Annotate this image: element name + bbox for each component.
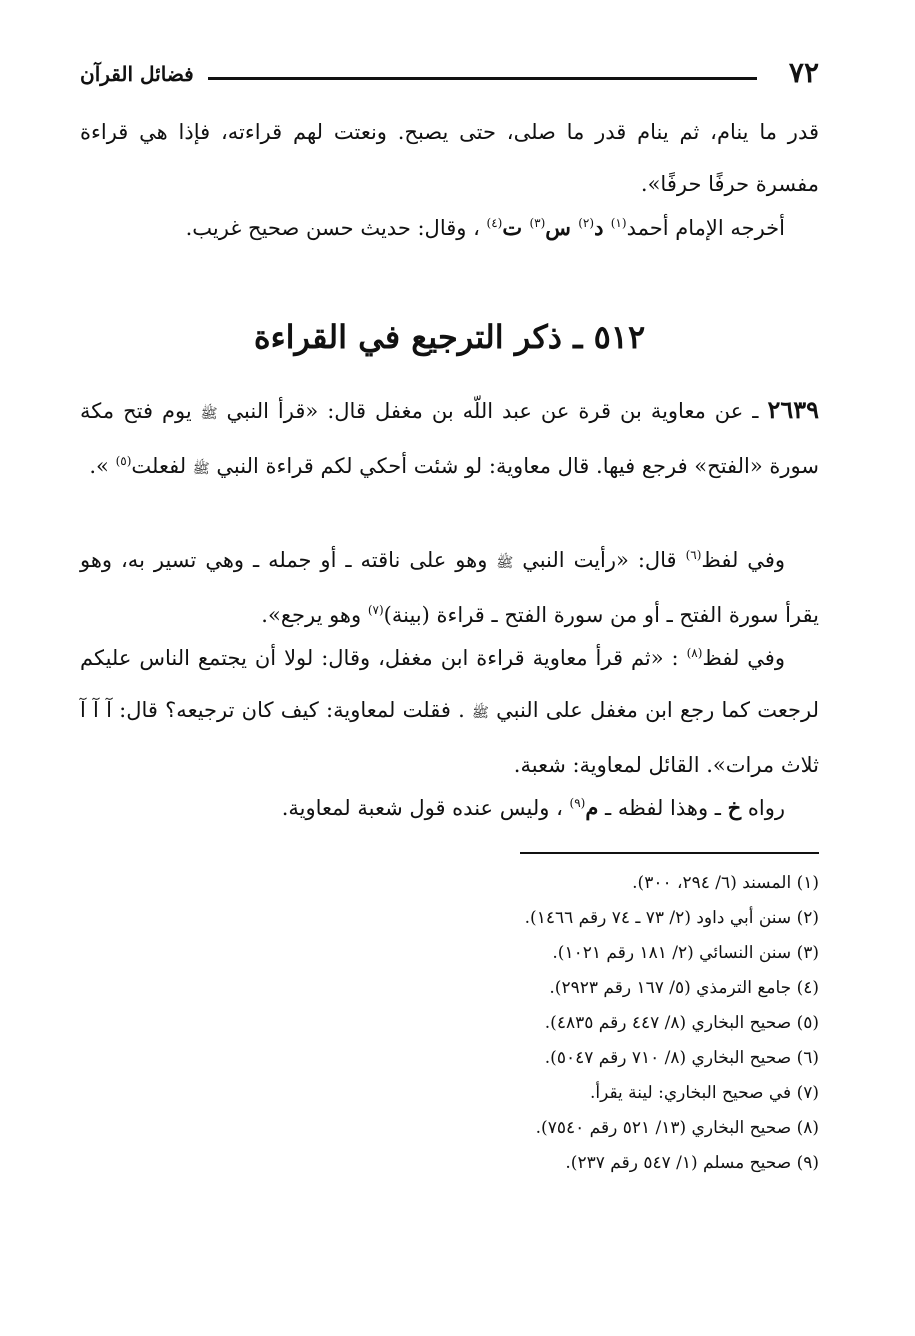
variant-paragraph-2 xyxy=(80,632,819,791)
takhrij-text: ، وقال: حديث حسن صحيح غريب. xyxy=(185,216,487,240)
salla-glyph: ﷺ xyxy=(200,406,218,422)
variant-text: وفي لفظ xyxy=(701,548,785,572)
footnote-ref: (٨) xyxy=(686,646,703,660)
salla-glyph: ﷺ xyxy=(471,705,489,721)
variant-text: وهو على ناقته ـ أو جمله ـ وهي تسير به، وهو يقرأ سورة الفتح ـ أو من سورة الفتح ـ قراءة (بينة) xyxy=(80,548,819,627)
riwaya-abbrev: خ xyxy=(727,795,742,820)
page-number: ٧٢ xyxy=(788,56,819,89)
footnote: (٦) صحيح البخاري (٨/ ٧١٠ رقم ٥٠٤٧). xyxy=(544,1048,819,1068)
takhrij-text: أخرجه الإمام أحمد xyxy=(626,216,785,240)
footnote: (١) المسند (٦/ ٢٩٤، ٣٠٠). xyxy=(632,873,819,893)
hadith-number: ٢٦٣٩ xyxy=(767,395,819,424)
footnote: (٩) صحيح مسلم (١/ ٥٤٧ رقم ٢٣٧). xyxy=(565,1153,819,1173)
footnotes-list xyxy=(80,866,819,1181)
variant-text: : «ثم قرأ معاوية قراءة ابن مغفل، وقال: لولا أن يجتمع الناس عليكم لرجعت كما رجع ابن مغفل على النبي xyxy=(80,646,819,722)
continued-paragraph: قدر ما ينام، ثم ينام قدر ما صلى، حتى يصبح. ونعتت لهم قراءته، فإذا هي قراءة مفسرة حرفًا حرفًا». xyxy=(80,120,819,196)
takhrij-paragraph xyxy=(80,202,819,254)
salla-glyph: ﷺ xyxy=(192,461,210,477)
variant-text: . فقلت لمعاوية: كيف كان ترجيعه؟ قال: آ آ آ ثلاث مرات». القائل لمعاوية: شعبة. xyxy=(80,698,819,777)
footnote-ref: (٧) xyxy=(367,603,384,617)
riwaya-text: ـ وهذا لفظه ـ xyxy=(598,796,728,820)
footnote-ref: (٣) xyxy=(529,216,546,230)
salla-glyph: ﷺ xyxy=(496,555,514,571)
takhrij-abbrev: س xyxy=(545,215,579,240)
book-title: فضائل القرآن xyxy=(80,62,194,86)
riwaya-text: رواه xyxy=(741,796,785,820)
footnote-ref: (٤) xyxy=(486,216,503,230)
hadith-text: ـ عن معاوية بن قرة عن عبد اللّه بن مغفل قال: «قرأ النبي xyxy=(217,399,768,423)
footnote: (٧) في صحيح البخاري: لينة يقرأ. xyxy=(589,1083,819,1103)
hadith-text: لفعلت xyxy=(131,454,193,478)
footnote: (٤) جامع الترمذي (٥/ ١٦٧ رقم ٢٩٢٣). xyxy=(549,978,819,998)
footnote-separator xyxy=(520,852,819,854)
hadith-text: ». xyxy=(89,454,116,478)
hadith-paragraph xyxy=(80,384,819,495)
riwaya-text: ، وليس عنده قول شعبة لمعاوية. xyxy=(281,796,570,820)
hadith-text: يوم فتح مكة سورة «الفتح» فرجع فيها. قال معاوية: لو شئت أحكي لكم قراءة النبي xyxy=(80,399,819,478)
footnote: (٨) صحيح البخاري (١٣/ ٥٢١ رقم ٧٥٤٠). xyxy=(535,1118,819,1138)
footnote: (٥) صحيح البخاري (٨/ ٤٤٧ رقم ٤٨٣٥). xyxy=(544,1013,819,1033)
riwaya-paragraph xyxy=(80,782,819,834)
variant-text: قال: «رأيت النبي xyxy=(513,548,686,572)
footnote-ref: (٥) xyxy=(115,454,132,468)
footnote-ref: (٢) xyxy=(578,216,595,230)
footnote-ref: (١) xyxy=(610,216,627,230)
footnote: (٣) سنن النسائي (٢/ ١٨١ رقم ١٠٢١). xyxy=(552,943,819,963)
takhrij-abbrev: ت xyxy=(502,215,530,240)
takhrij-abbrev: د xyxy=(594,215,611,240)
variant-paragraph-1 xyxy=(80,534,819,641)
variant-text: وفي لفظ xyxy=(702,646,785,670)
footnote-ref: (٩) xyxy=(569,796,586,810)
header-rule xyxy=(208,77,757,80)
footnote-ref: (٦) xyxy=(685,548,702,562)
riwaya-abbrev: م xyxy=(585,795,599,820)
chapter-heading: ٥١٢ ـ ذكر الترجيع في القراءة xyxy=(253,318,646,356)
footnote: (٢) سنن أبي داود (٢/ ٧٣ ـ ٧٤ رقم ١٤٦٦). xyxy=(524,908,819,928)
page-header xyxy=(80,56,819,96)
variant-text: وهو يرجع». xyxy=(261,603,368,627)
